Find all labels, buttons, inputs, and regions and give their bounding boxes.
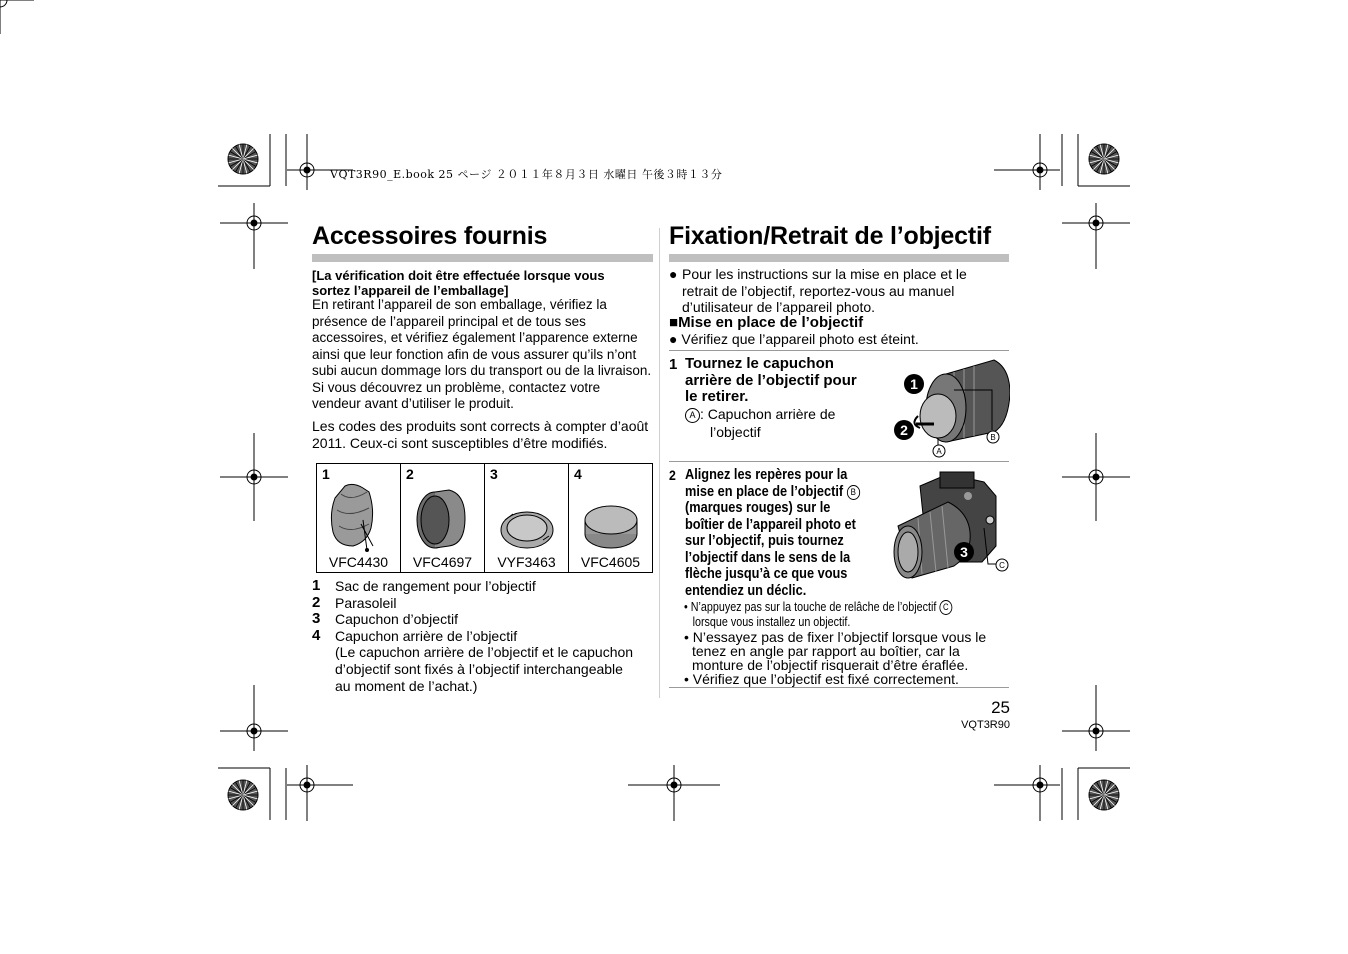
step2-line: sur l’objectif, puis tournez [685,533,844,549]
notice-line: vendeur avant d’utiliser le produit. [312,396,514,411]
step-number: 2 [669,467,676,483]
note-line: tenez en angle par rapport au boîtier, car la [692,643,960,659]
fig1-mark-1: 1 [910,376,918,392]
item-text: Parasoleil [335,594,397,611]
note-line: monture de l’objectif risquerait d’être éraflée. [692,657,969,673]
fig2-mark-3: 3 [960,544,968,560]
fig1-mark-2: 2 [900,422,908,438]
item-number: 2 [312,593,321,611]
list-item [312,611,657,628]
legend-line: : Capuchon arrière de [700,406,836,422]
note-line: Vérifiez que l’objectif est fixé correctement. [692,671,959,687]
note-line: lorsque vous installez un objectif. [692,615,851,629]
accessory-code: VFC4430 [328,554,389,570]
accessory-cell [485,464,569,572]
book-header-line: VQT3R90_E.book 25 ページ ２０１１年８月３日 水曜日 午後３時１３分 [330,168,723,181]
step1-line: arrière de l’objectif pour [685,371,857,389]
divider [669,687,1009,688]
accessory-list [312,578,657,694]
step2-line: flèche jusqu’à ce que vous [685,566,848,582]
notice-body [312,297,657,413]
accessories-table [316,463,653,573]
accessory-code: VFC4605 [580,554,641,570]
accessory-cell [317,464,401,572]
notice-line: Si vous découvrez un problème, contactez votre [312,379,601,395]
title-rule-left [312,254,653,262]
note-item [684,600,964,629]
label-c: C [939,600,952,615]
step2-line: l’objectif dans le sens de la [685,549,851,566]
codes-line: Les codes des produits sont corrects à compter d’août [312,418,649,434]
fig1-label-b: B [990,433,996,442]
step1-line: le retirer. [685,388,749,405]
step2-line: Alignez les repères pour la [685,467,848,483]
lens-bag-icon [323,480,393,554]
accessory-cell [569,464,652,572]
square-icon: ■ [669,314,679,331]
note-item [684,672,1009,687]
model-code: VQT3R90 [961,719,1010,731]
divider [669,350,1009,351]
product-codes-note [312,418,657,451]
item-number: 3 [312,610,321,628]
item-note [312,644,657,694]
bullet-icon: • [684,671,693,687]
intro-paragraph [669,266,1009,316]
accessory-number: 3 [490,466,498,482]
codes-line: 2011. Ceux-ci sont susceptibles d’être modifiés. [312,434,608,451]
item-text: Sac de rangement pour l’objectif [335,578,536,594]
list-item [312,578,657,595]
step2-line: (marques rouges) sur le [685,500,831,516]
step2-line: entendiez un déclic. [685,582,807,599]
note-item [684,630,1009,672]
bullet-icon: • [684,629,693,645]
legend-line: l’objectif [710,424,761,440]
accessory-number: 4 [574,466,582,482]
bullet-icon: ● [669,331,682,347]
step2-notes [684,600,1009,687]
notice-line: présence de l’appareil principal et de tous ses [312,313,586,329]
label-b: B [847,485,860,500]
lens-rear-cap-icon [575,480,645,554]
page-number: 25 [991,698,1010,717]
accessory-code: VYF3463 [497,554,556,570]
notice-line: accessoires, et vérifiez également l’apparence externe [312,330,638,345]
page-title-right: Fixation/Retrait de l’objectif [669,222,991,250]
label-a: A [685,408,700,423]
lens-cap-icon [491,480,561,554]
section-note-text: Vérifiez que l’appareil photo est éteint. [681,331,919,347]
column-divider [659,228,660,698]
item-text: Capuchon d’objectif [335,611,458,628]
notice-heading: [La vérification doit être effectuée lorsque vous sortez l’appareil de l’emballage] [312,268,605,298]
step-number: 1 [669,356,678,373]
step1-text [685,356,857,406]
bullet-icon: • [684,600,691,614]
item-note-line: d’objectif sont fixés à l’objectif interchangeable [335,660,623,677]
section-note [669,331,919,348]
step2-line: boîtier de l’appareil photo et [685,516,856,533]
notice-line: ainsi que leur fonction afin de vous assurer qu’ils n’ont [312,346,637,362]
note-line: N’appuyez pas sur la touche de relâche de l’objectif [690,600,937,614]
step1-legend [685,405,835,441]
intro-line: d’utilisateur de l’appareil photo. [682,299,876,316]
item-text: Capuchon arrière de l’objectif [335,627,518,644]
section-heading [669,314,863,331]
bullet-icon: ● [669,266,678,282]
fig2-label-c: C [999,561,1005,570]
notice-line: subi aucun dommage lors du transport ou de la livraison. [312,363,652,378]
accessory-cell [401,464,485,572]
intro-line: retrait de l’objectif, reportez-vous au manuel [682,282,955,299]
section-heading-text: Mise en place de l’objectif [678,314,864,331]
notice-line: En retirant l’appareil de son emballage, vérifiez la [312,297,607,312]
list-item [312,595,657,612]
step1-line: Tournez le capuchon [685,355,834,372]
accessory-number: 2 [406,466,414,482]
intro-line: Pour les instructions sur la mise en place et le [682,266,967,282]
item-number: 1 [312,577,321,594]
accessory-number: 1 [322,466,330,482]
accessory-code: VFC4697 [412,554,473,570]
step2-line: mise en place de l’objectif [685,483,844,500]
lens-hood-icon [407,480,477,554]
title-rule-right [669,254,1009,262]
camera-lens-attach-illustration [888,466,1014,584]
item-number: 4 [312,626,321,644]
item-note-line: (Le capuchon arrière de l’objectif et le capuchon [335,644,634,661]
step2-text [685,467,860,599]
divider [669,461,1009,462]
page-title-left: Accessoires fournis [312,222,548,250]
fig1-label-a: A [936,447,942,456]
lens-rear-cap-removal-illustration [890,354,1010,462]
item-note-line: au moment de l’achat.) [335,677,478,694]
note-line: N’essayez pas de fixer l’objectif lorsque vous le [692,629,987,645]
list-item [312,628,657,645]
